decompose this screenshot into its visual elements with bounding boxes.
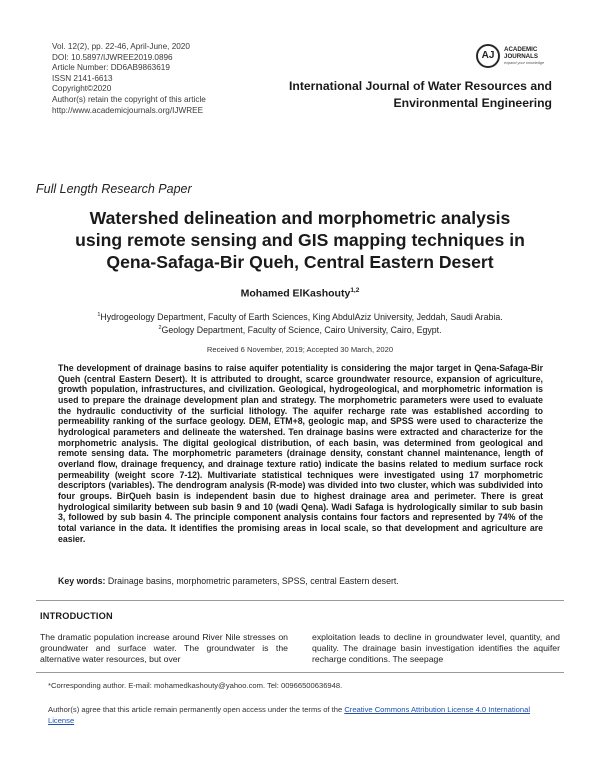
title-line: Watershed delineation and morphometric analysis [89,208,511,228]
affiliation-2-mark: 2 [158,325,162,332]
introduction-left-column: The dramatic population increase around River Nile stresses on groundwater and surface water. The groundwater is the alternative water resources, but over [40,632,288,664]
title-line: using remote sensing and GIS mapping techniques in [75,230,525,250]
meta-article-number: Article Number: DD6AB9863619 [52,63,170,73]
keywords-label: Key words: [58,576,106,586]
author-text: Mohamed ElKashouty [240,287,351,300]
abstract: The development of drainage basins to raise aquifer potentiality is considering the major target in Qena-Safaga-Bir Queh (central Eastern Desert). It is attributed to drought, scarce groundwater resource, expansion of agriculture, growth population, infrastructures, and civilization. Geological, hydrogeological, and morphometric information is used to prepare the drainage development plan and strategy. The morphometric parameters were used to evaluate the hydraulic conductivity of the surficial lithology. The aquifer recharge rate was established according to permeability ranking of the surface geology. DEM, ETM+8, geologic map, and SPSS were used to characterize the hydrological parameters and delineate the watershed. Ten drainage basins were extracted and characterize for the morphometric analysis. The digital geological distribution, of each basin, was determined from geological and remote sensing data. The morphometric parameters (drainage density, constant channel maintenance, length of overland flow, drainage frequency, and drainage texture ratio) indicate the basins related to medium surface rock permeability (weight score 7-12). Multivariate statistical techniques were investigated using 17 morphometric descriptors (variables). The dendrogram analysis (R-mode) was divided into two cluster, which was subdivided into four groups. BirQueh basin is independent basin due to highest drainage area and perimeter. There is great hydrological similarity between sub basin 9 and 10 (wadi Qena). Wadi Safaga is hydrologically similar to sub basin 3, followed by sub basin 4. The principle component analysis contains four factors and represented by 74% of the total variance in the data. It identifies the promising areas in local scale, so that development and agriculture are easier. [58,363,543,544]
meta-copyright-note: Author(s) retain the copyright of this article [52,94,206,104]
meta-doi: DOI: 10.5897/IJWREE2019.0896 [52,52,173,62]
license-text: Author(s) agree that this article remain permanently open access under the terms of the [48,705,345,714]
logo-line2: JOURNALS [504,52,539,60]
keywords-list: Drainage basins, morphometric parameters, SPSS, central Eastern desert. [107,576,399,586]
article-metadata [52,42,206,116]
keywords [58,576,543,587]
license-link[interactable]: Creative Commons Attribution License 4.0 International License [48,705,531,725]
meta-copyright: Copyright©2020 [52,84,112,94]
meta-issn: ISSN 2141-6613 [52,73,113,83]
affiliation-2 [0,323,600,336]
received-accepted-dates: Received 6 November, 2019; Accepted 30 March, 2020 [206,345,394,354]
logo-tagline: expand your knowledge [504,61,545,65]
author-affiliation-marks: 1,2 [350,287,360,294]
meta-url[interactable]: http://www.academicjournals.org/IJWREE [52,105,204,115]
paper-title [20,207,580,273]
meta-volume: Vol. 12(2), pp. 22-46, April-June, 2020 [52,42,190,51]
logo-wordmark [504,47,538,61]
academic-journals-logo [476,44,556,72]
introduction-heading: INTRODUCTION [40,611,113,621]
introduction-right-column: exploitation leads to decline in groundwater level, quantity, and quality. The drainage basin investigation identifies the aquifer recharge conditions. The seepage [312,632,560,664]
affiliations [0,310,600,336]
section-divider [36,600,564,601]
affiliation-1-text: Hydrogeology Department, Faculty of Earth Sciences, King AbdulAziz University, Jeddah, Saudi Arabia. [100,311,503,322]
corresponding-author: *Corresponding author. E-mail: mohamedkashouty@yahoo.com. Tel: 00966500636948. [48,681,343,690]
affiliation-1 [0,310,600,323]
journal-title [289,78,552,112]
author-name [0,287,600,300]
logo-initials: AJ [476,44,500,68]
affiliation-2-text: Geology Department, Faculty of Science, Cairo University, Cairo, Egypt. [161,325,442,336]
affiliation-1-mark: 1 [97,312,101,318]
license-statement [48,704,548,726]
paper-type: Full Length Research Paper [36,182,192,196]
title-line: Qena-Safaga-Bir Queh, Central Eastern Desert [106,252,494,272]
logo-line1: ACADEMIC [504,46,538,53]
footnote-box [36,672,564,735]
journal-title-line1: International Journal of Water Resources and [289,79,552,93]
journal-title-line2: Environmental Engineering [393,96,552,110]
